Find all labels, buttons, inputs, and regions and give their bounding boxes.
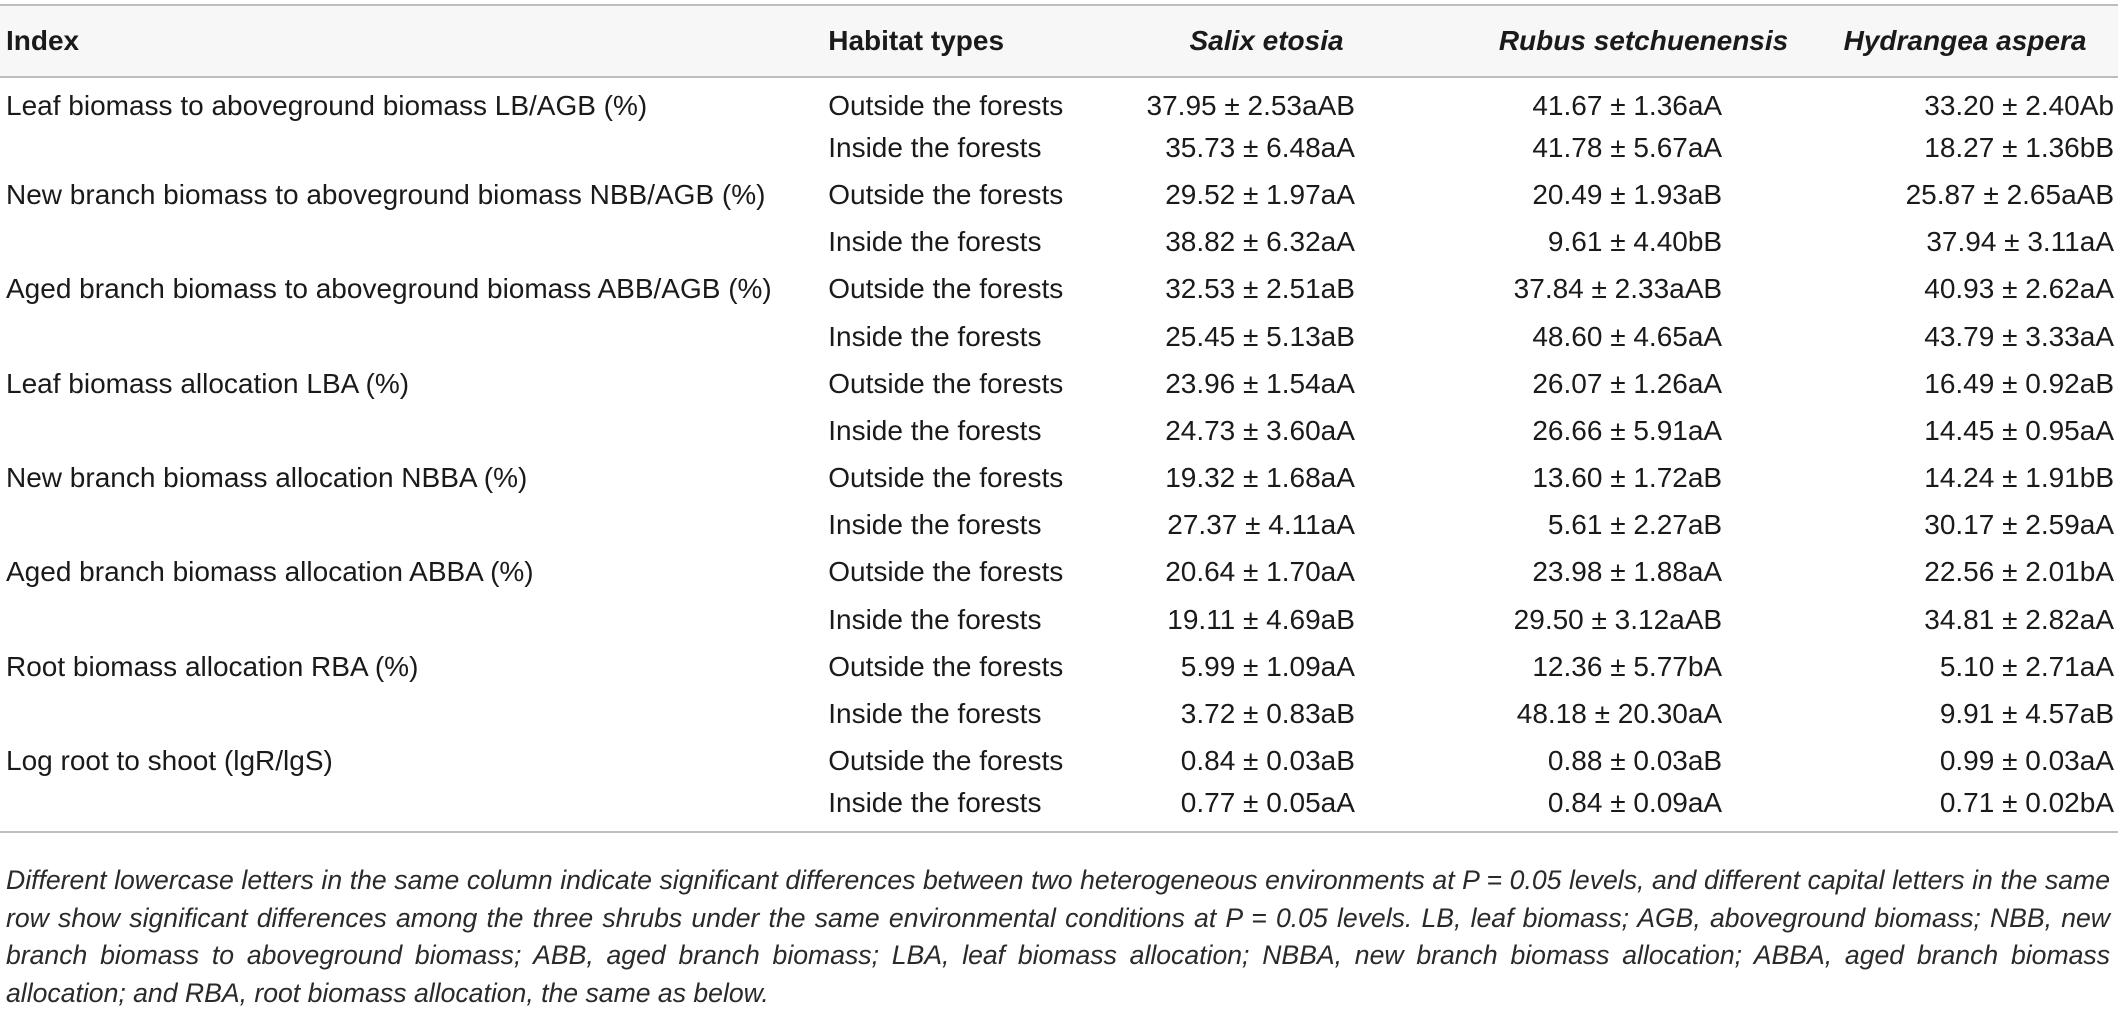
index-cell: Root biomass allocation RBA (%) xyxy=(6,650,419,682)
index-cell xyxy=(0,124,828,171)
salix-value-cell: 0.77 ± 0.05aA xyxy=(1128,785,1475,832)
rubus-value-cell: 0.88 ± 0.03aB xyxy=(1547,745,1723,777)
table-row xyxy=(0,360,2118,407)
habitat-cell: Inside the forests xyxy=(828,131,1042,163)
hydrangea-value-cell: 14.24 ± 1.91bB xyxy=(1924,462,2114,494)
habitat-cell: Inside the forests xyxy=(828,320,1042,352)
habitat-cell: Outside the forests xyxy=(828,178,1064,210)
habitat-cell: Inside the forests xyxy=(828,226,1042,258)
salix-value-cell: 23.96 ± 1.54aA xyxy=(1165,367,1355,399)
index-cell: New branch biomass allocation NBBA (%) xyxy=(6,462,528,494)
table-row xyxy=(0,690,2118,737)
salix-value-cell: 3.72 ± 0.83aB xyxy=(1180,698,1355,730)
hydrangea-value-cell: 37.94 ± 3.11aA xyxy=(1926,226,2114,258)
table-footnote: Different lowercase letters in the same column indicate significant differences between two heterogeneous environments at P = 0.05 levels, and different capital letters in the same row show significant differences among the three shrubs under the same environmental conditions at P = 0.05 levels. LB, leaf biomass; AGB, aboveground biomass; NBB, new branch biomass to aboveground biomass; ABB, aged branch biomass; LBA, leaf biomass allocation; NBBA, new branch biomass allocation; ABBA, aged branch biomass allocation; and RBA, root biomass allocation, the same as below. xyxy=(6,865,2110,1008)
hydrangea-value-cell: 25.87 ± 2.65aAB xyxy=(1905,178,2114,210)
salix-value-cell: 35.73 ± 6.48aA xyxy=(1165,131,1355,163)
hydrangea-value-cell: 43.79 ± 3.33aA xyxy=(1924,320,2114,352)
table-row xyxy=(0,596,2118,643)
hydrangea-value-cell: 34.81 ± 2.82aA xyxy=(1924,603,2114,635)
hydrangea-value-cell: 9.91 ± 4.57aB xyxy=(1939,698,2114,730)
hydrangea-value-cell: 30.17 ± 2.59aA xyxy=(1924,509,2114,541)
habitat-cell: Outside the forests xyxy=(828,462,1064,494)
habitat-cell: Outside the forests xyxy=(828,650,1064,682)
table-row xyxy=(0,313,2118,360)
table-row xyxy=(0,219,2118,266)
table-row xyxy=(0,502,2118,549)
index-cell: Aged branch biomass to aboveground biomass ABB/AGB (%) xyxy=(6,273,772,305)
rubus-value-cell: 20.49 ± 1.93aB xyxy=(1532,178,1723,210)
salix-value-cell: 19.32 ± 1.68aA xyxy=(1165,462,1355,494)
rubus-value-cell: 26.07 ± 1.26aA xyxy=(1532,367,1723,399)
salix-value-cell: 25.45 ± 5.13aB xyxy=(1165,320,1355,352)
table-row xyxy=(0,171,2118,218)
table-row xyxy=(0,549,2118,596)
rubus-value-cell: 13.60 ± 1.72aB xyxy=(1532,462,1723,494)
habitat-cell: Inside the forests xyxy=(828,414,1042,446)
header-rubus-setchuenensis: Rubus setchuenensis xyxy=(1475,5,1812,77)
table-body xyxy=(0,77,2118,832)
table-row xyxy=(0,785,2118,832)
hydrangea-value-cell: 16.49 ± 0.92aB xyxy=(1924,367,2114,399)
hydrangea-value-cell: 14.45 ± 0.95aA xyxy=(1924,414,2114,446)
table-row xyxy=(0,77,2118,124)
salix-value-cell: 38.82 ± 6.32aA xyxy=(1165,226,1355,258)
rubus-value-cell: 23.98 ± 1.88aA xyxy=(1532,556,1723,588)
rubus-value-cell: 48.18 ± 20.30aA xyxy=(1516,698,1723,730)
rubus-value-cell: 48.60 ± 4.65aA xyxy=(1532,320,1723,352)
salix-value-cell: 19.11 ± 4.69aB xyxy=(1167,603,1355,635)
hydrangea-value-cell: 0.99 ± 0.03aA xyxy=(1939,745,2114,777)
index-cell: Log root to shoot (lgR/lgS) xyxy=(6,745,333,777)
header-index: Index xyxy=(0,5,828,77)
salix-value-cell: 27.37 ± 4.11aA xyxy=(1167,509,1355,541)
rubus-value-cell: 41.67 ± 1.36aA xyxy=(1532,90,1723,122)
salix-value-cell: 20.64 ± 1.70aA xyxy=(1165,556,1355,588)
rubus-value-cell: 37.84 ± 2.33aAB xyxy=(1513,273,1723,305)
habitat-cell: Outside the forests xyxy=(828,90,1064,122)
rubus-value-cell: 9.61 ± 4.40bB xyxy=(1547,226,1723,258)
hydrangea-value-cell: 5.10 ± 2.71aA xyxy=(1939,650,2114,682)
salix-value-cell: 24.73 ± 3.60aA xyxy=(1165,414,1355,446)
index-cell xyxy=(0,313,828,360)
hydrangea-value-cell: 40.93 ± 2.62aA xyxy=(1924,273,2114,305)
salix-value-cell: 29.52 ± 1.97aA xyxy=(1165,178,1355,210)
table-row xyxy=(0,738,2118,785)
index-cell xyxy=(0,407,828,454)
salix-value-cell: 32.53 ± 2.51aB xyxy=(1165,273,1355,305)
habitat-cell: Outside the forests xyxy=(828,556,1064,588)
table-row xyxy=(0,643,2118,690)
hydrangea-value-cell: 0.71 ± 0.02bA xyxy=(1812,785,2118,832)
index-cell: Aged branch biomass allocation ABBA (%) xyxy=(6,556,534,588)
rubus-value-cell: 26.66 ± 5.91aA xyxy=(1532,414,1723,446)
rubus-value-cell: 0.84 ± 0.09aA xyxy=(1475,785,1812,832)
index-cell xyxy=(0,219,828,266)
salix-value-cell: 5.99 ± 1.09aA xyxy=(1180,650,1355,682)
habitat-cell: Inside the forests xyxy=(828,603,1042,635)
index-cell xyxy=(0,690,828,737)
biomass-table xyxy=(0,4,2118,833)
header-row xyxy=(0,5,2118,77)
rubus-value-cell: 12.36 ± 5.77bA xyxy=(1532,650,1723,682)
salix-value-cell: 37.95 ± 2.53aAB xyxy=(1146,90,1355,122)
table-row xyxy=(0,407,2118,454)
rubus-value-cell: 29.50 ± 3.12aAB xyxy=(1513,603,1723,635)
rubus-value-cell: 41.78 ± 5.67aA xyxy=(1532,131,1723,163)
header-habitat: Habitat types xyxy=(828,5,1128,77)
habitat-cell: Inside the forests xyxy=(828,698,1042,730)
header-salix-etosia: Salix etosia xyxy=(1128,5,1475,77)
habitat-cell: Inside the forests xyxy=(828,509,1042,541)
hydrangea-value-cell: 18.27 ± 1.36bB xyxy=(1924,131,2114,163)
index-cell: Leaf biomass to aboveground biomass LB/AGB (%) xyxy=(6,90,648,122)
table-row xyxy=(0,266,2118,313)
index-cell: Leaf biomass allocation LBA (%) xyxy=(6,367,410,399)
index-cell: New branch biomass to aboveground biomass NBB/AGB (%) xyxy=(6,178,766,210)
index-cell xyxy=(0,785,828,832)
habitat-cell: Outside the forests xyxy=(828,745,1064,777)
habitat-cell: Outside the forests xyxy=(828,367,1064,399)
table-header xyxy=(0,5,2118,77)
table-row xyxy=(0,124,2118,171)
header-hydrangea-aspera: Hydrangea aspera xyxy=(1812,5,2118,77)
habitat-cell: Outside the forests xyxy=(828,273,1064,305)
table-row xyxy=(0,455,2118,502)
salix-value-cell: 0.84 ± 0.03aB xyxy=(1180,745,1355,777)
hydrangea-value-cell: 22.56 ± 2.01bA xyxy=(1924,556,2114,588)
index-cell xyxy=(0,596,828,643)
hydrangea-value-cell: 33.20 ± 2.40Ab xyxy=(1924,90,2114,122)
rubus-value-cell: 5.61 ± 2.27aB xyxy=(1547,509,1723,541)
index-cell xyxy=(0,502,828,549)
habitat-cell: Inside the forests xyxy=(828,785,1128,832)
